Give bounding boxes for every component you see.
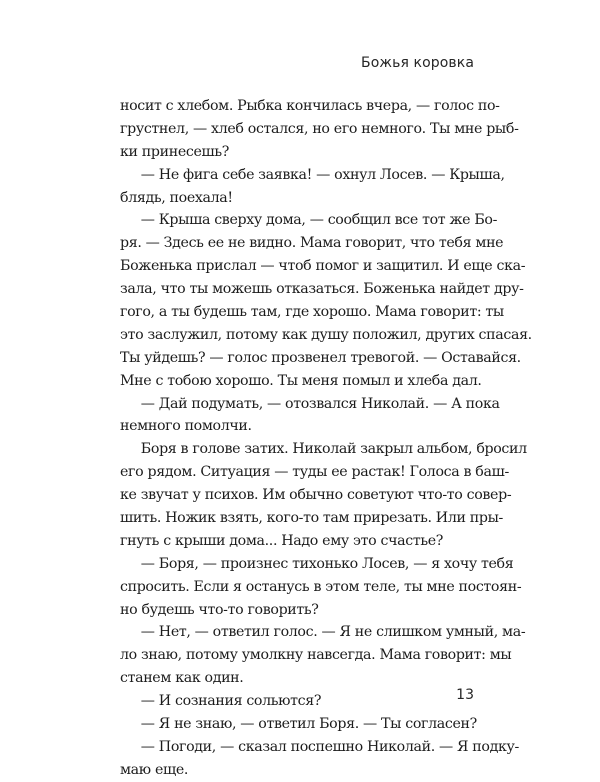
- text-line: блядь, поехала!: [120, 189, 233, 206]
- text-line: это заслужил, потому как душу положил, других спасая.: [120, 326, 532, 343]
- text-line: — Крыша сверху дома, — сообщил все тот же Бо-: [120, 212, 498, 229]
- text-line: шить. Ножик взять, кого-то там прирезать. Или пры-: [120, 510, 503, 527]
- text-line: немного помолчи.: [120, 418, 252, 435]
- page-number: 13: [456, 687, 474, 703]
- text-line: Боженька прислал — чтоб помог и защитил. И еще ска-: [120, 258, 526, 275]
- text-line: Боря в голове затих. Николай закрыл альбом, бросил: [120, 441, 527, 458]
- text-line: носит с хлебом. Рыбка кончилась вчера, — голос по-: [120, 98, 500, 114]
- text-line: гого, а ты будешь там, где хорошо. Мама говорит: ты: [120, 304, 504, 321]
- text-line: ло знаю, потому умолкну навсегда. Мама говорит: мы: [120, 647, 512, 664]
- text-line: станем как один.: [120, 670, 244, 687]
- text-line: — Я не знаю, — ответил Боря. — Ты согласен?: [120, 716, 477, 733]
- text-line: — Нет, — ответил голос. — Я не слишком умный, ма-: [120, 624, 526, 641]
- text-line: ке звучат у психов. Им обычно советуют что-то совер-: [120, 487, 512, 504]
- text-line: — Дай подумать, — отозвался Николай. — А пока: [120, 395, 500, 412]
- text-line: спросить. Если я останусь в этом теле, ты мне постоян-: [120, 578, 522, 595]
- body-text: [120, 95, 532, 782]
- text-line: грустнел, — хлеб остался, но его немного. Ты мне рыб-: [120, 120, 519, 137]
- text-line: Ты уйдешь? — голос прозвенел тревогой. — Оставайся.: [120, 349, 521, 366]
- text-line: — Боря, — произнес тихонько Лосев, — я хочу тебя: [120, 555, 514, 572]
- running-head: Божья коровка: [361, 55, 474, 71]
- text-line: гнуть с крыши дома... Надо ему это счастье?: [120, 532, 443, 549]
- text-line: — Погоди, — сказал поспешно Николай. — Я подку-: [120, 738, 519, 755]
- text-line: — Не фига себе заявка! — охнул Лосев. — Крыша,: [120, 166, 505, 183]
- text-line: ки принесешь?: [120, 143, 229, 160]
- text-line: зала, что ты можешь отказаться. Боженька найдет дру-: [120, 281, 524, 298]
- text-line: — И сознания сольются?: [120, 693, 322, 710]
- text-line: Мне с тобою хорошо. Ты меня помыл и хлеба дал.: [120, 372, 482, 389]
- text-line: но будешь что-то говорить?: [120, 601, 319, 618]
- text-line: маю еще.: [120, 761, 189, 778]
- text-line: ря. — Здесь ее не видно. Мама говорит, что тебя мне: [120, 235, 504, 252]
- text-line: его рядом. Ситуация — туды ее растак! Голоса в баш-: [120, 464, 509, 481]
